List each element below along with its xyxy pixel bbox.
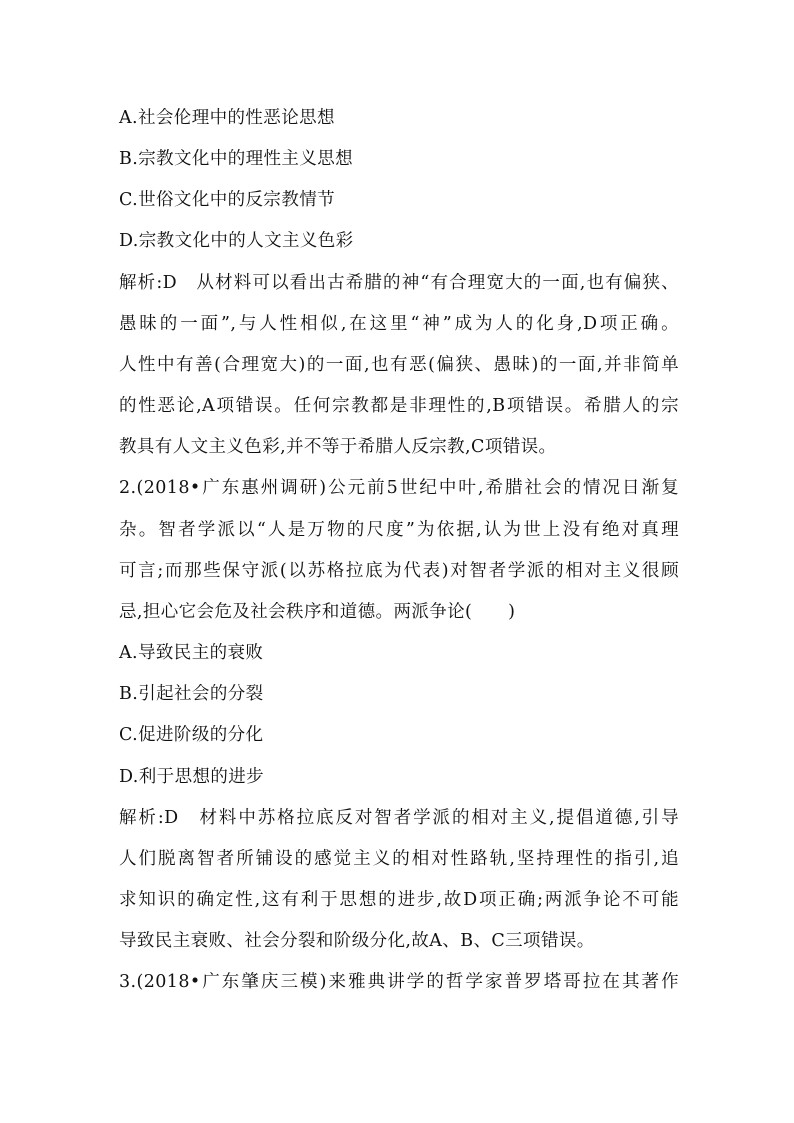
analysis-q2-line-1: 解析:D 材料中苏格拉底反对智者学派的相对主义,提倡道德,引导 xyxy=(119,808,679,828)
analysis-q2-line-3: 求知识的确定性,这有利于思想的进步,故D项正确;两派争论不可能 xyxy=(119,890,679,910)
option-d-q2: D.利于思想的进步 xyxy=(119,767,265,787)
question-3-line-1: 3.(2018•广东肇庆三模)来雅典讲学的哲学家普罗塔哥拉在其著作 xyxy=(119,972,679,992)
analysis-q2-line-2: 人们脱离智者所铺设的感觉主义的相对性路轨,坚持理性的指引,追 xyxy=(119,849,679,869)
option-c-q1: C.世俗文化中的反宗教情节 xyxy=(119,190,336,210)
analysis-q1-line-5: 教具有人文主义色彩,并不等于希腊人反宗教,C项错误。 xyxy=(119,437,557,457)
analysis-q1-line-3: 人性中有善(合理宽大)的一面,也有恶(偏狭、愚昧)的一面,并非简单 xyxy=(119,355,679,375)
option-c-q2: C.促进阶级的分化 xyxy=(119,725,264,745)
analysis-q2-line-4: 导致民主衰败、社会分裂和阶级分化,故A、B、C三项错误。 xyxy=(119,931,595,951)
analysis-q1-line-4: 的性恶论,A项错误。任何宗教都是非理性的,B项错误。希腊人的宗 xyxy=(119,396,679,416)
option-a-q2: A.导致民主的衰败 xyxy=(119,643,264,663)
option-b-q2: B.引起社会的分裂 xyxy=(119,684,264,704)
analysis-q1-line-2: 愚昧的一面”,与人性相似,在这里“神”成为人的化身,D项正确。 xyxy=(119,314,679,334)
option-b-q1: B.宗教文化中的理性主义思想 xyxy=(119,149,354,169)
option-a-q1: A.社会伦理中的性恶论思想 xyxy=(119,108,335,128)
question-2-line-2: 杂。智者学派以“人是万物的尺度”为依据,认为世上没有绝对真理 xyxy=(119,520,679,540)
option-d-q1: D.宗教文化中的人文主义色彩 xyxy=(119,231,354,251)
analysis-q1-line-1: 解析:D 从材料可以看出古希腊的神“有合理宽大的一面,也有偏狭、 xyxy=(119,273,679,293)
question-2-line-1: 2.(2018•广东惠州调研)公元前5世纪中叶,希腊社会的情况日渐复 xyxy=(119,478,679,498)
question-2-line-3: 可言;而那些保守派(以苏格拉底为代表)对智者学派的相对主义很顾 xyxy=(119,561,679,581)
question-2-line-4: 忌,担心它会危及社会秩序和道德。两派争论( ) xyxy=(119,602,516,622)
